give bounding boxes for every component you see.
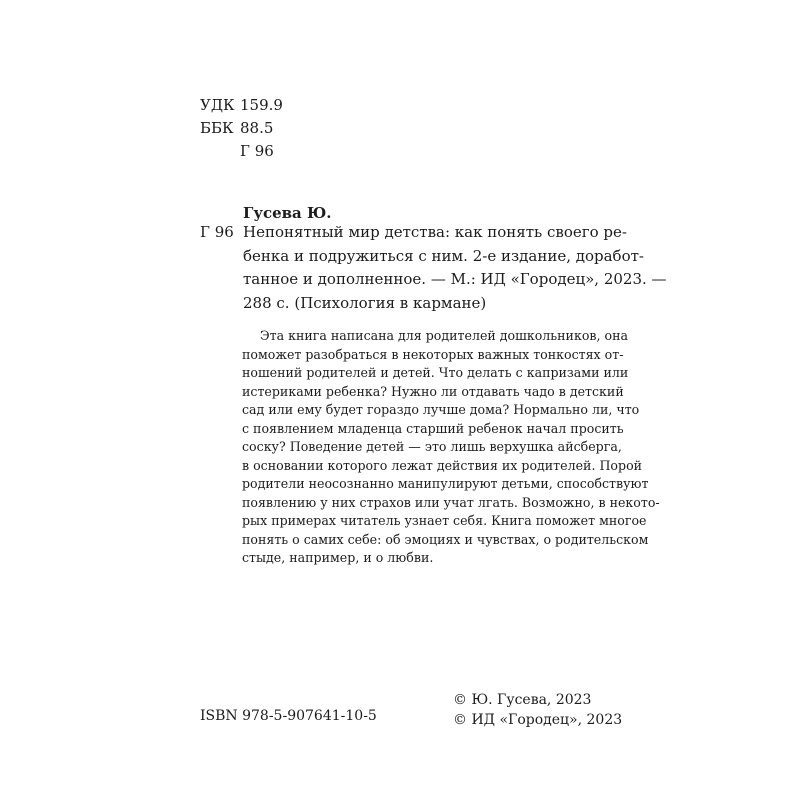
copyright-notices (453, 690, 622, 730)
annotation-line: понять о самих себе: об эмоциях и чувствах, о родительском (242, 531, 649, 547)
biblio-line: Непонятный мир детства: как понять своего ре- (243, 223, 627, 241)
bbk-label: ББК (200, 119, 234, 137)
author-sign: Г 96 (200, 223, 234, 241)
annotation (242, 327, 660, 568)
annotation-line: соску? Поведение детей — это лишь верхушка айсберга, (242, 439, 622, 454)
copyright-author: © Ю. Гусева, 2023 (453, 692, 592, 708)
author-sign-row (200, 140, 283, 163)
annotation-line: в основании которого лежат действия их родителей. Порой (242, 457, 643, 473)
annotation-line: стыде, например, и о любви. (242, 550, 434, 565)
udk-label: УДК (200, 96, 235, 114)
annotation-line: сад или ему будет гораздо лучше дома? Нормально ли, что (242, 402, 640, 417)
annotation-line: истериками ребенка? Нужно ли отдавать чадо в детский (242, 383, 624, 399)
copyright-publisher: © ИД «Городец», 2023 (453, 712, 623, 728)
biblio-line: бенка и подружиться с ним. 2-е издание, доработ- (243, 246, 644, 265)
annotation-line: ношений родителей и детей. Что делать с капризами или (242, 365, 629, 380)
author-name: Гусева Ю. (243, 204, 332, 222)
annotation-line: рых примерах читатель узнает себя. Книга поможет многое (242, 513, 647, 528)
udk-value: 159.9 (240, 96, 283, 114)
bbk-value: 88.5 (240, 119, 274, 137)
biblio-line: 288 с. (Психология в кармане) (243, 293, 487, 312)
udk-row (200, 94, 283, 117)
biblio-line: танное и дополненное. — М.: ИД «Городец», 2023. — (243, 270, 667, 288)
annotation-line: Эта книга написана для родителей дошкольников, она (260, 328, 628, 343)
author-sign-label (200, 140, 240, 163)
annotation-line: с появлением младенца старший ребенок начал просить (242, 420, 624, 436)
annotation-line: появлению у них страхов или учат лгать. Возможно, в некото- (242, 494, 660, 510)
annotation-line: родители неосознанно манипулируют детьми, способствуют (242, 476, 649, 491)
isbn: ISBN 978-5-907641-10-5 (200, 708, 377, 724)
classification-codes (200, 94, 283, 163)
author-sign-value: Г 96 (240, 142, 274, 160)
bbk-row (200, 117, 283, 140)
bibliographic-description (243, 221, 667, 315)
annotation-line: поможет разобраться в некоторых важных тонкостях от- (242, 346, 624, 362)
